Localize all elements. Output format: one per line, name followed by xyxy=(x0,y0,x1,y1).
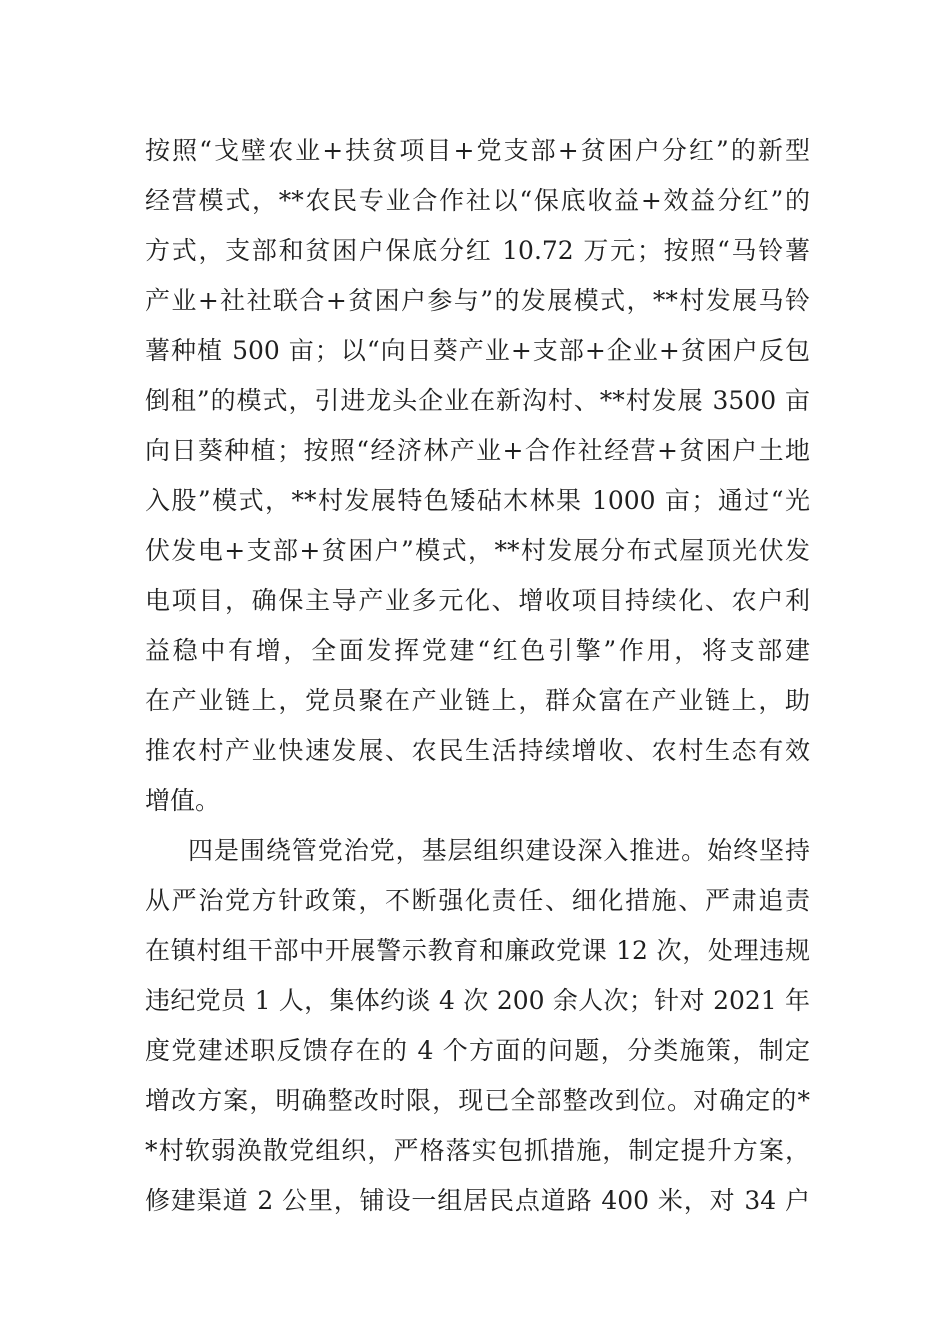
paragraph-line: 入股”模式，**村发展特色矮砧木林果 1000 亩；通过“光 xyxy=(145,486,810,515)
paragraph-line: 倒租”的模式，引进龙头企业在新沟村、**村发展 3500 亩 xyxy=(145,386,810,415)
paragraph-line: 益稳中有增，全面发挥党建“红色引擎”作用，将支部建 xyxy=(145,636,810,665)
paragraph-line: 产业+社社联合+贫困户参与”的发展模式，**村发展马铃 xyxy=(145,286,810,315)
paragraph-line: 推农村产业快速发展、农民生活持续增收、农村生态有效 xyxy=(145,736,810,765)
paragraph-line: 方式，支部和贫困户保底分红 10.72 万元；按照“马铃薯 xyxy=(145,236,810,265)
paragraph-line: *村软弱涣散党组织，严格落实包抓措施，制定提升方案， xyxy=(145,1136,810,1165)
paragraph-line: 违纪党员 1 人，集体约谈 4 次 200 余人次；针对 2021 年 xyxy=(145,986,810,1015)
paragraph-line: 薯种植 500 亩；以“向日葵产业+支部+企业+贫困户反包 xyxy=(145,336,810,365)
paragraph-line: 修建渠道 2 公里，铺设一组居民点道路 400 米，对 34 户 xyxy=(145,1186,810,1215)
paragraph-line: 伏发电+支部+贫困户”模式，**村发展分布式屋顶光伏发 xyxy=(145,536,810,565)
paragraph-line: 电项目，确保主导产业多元化、增收项目持续化、农户利 xyxy=(145,586,810,615)
paragraph-line: 向日葵种植；按照“经济林产业+合作社经营+贫困户土地 xyxy=(145,436,810,465)
paragraph-line: 增改方案，明确整改时限，现已全部整改到位。对确定的* xyxy=(145,1086,810,1115)
paragraph-line: 在产业链上，党员聚在产业链上，群众富在产业链上，助 xyxy=(145,686,810,715)
paragraph-line: 经营模式，**农民专业合作社以“保底收益+效益分红”的 xyxy=(145,186,810,215)
paragraph-line: 四是围绕管党治党，基层组织建设深入推进。始终坚持 xyxy=(188,836,810,865)
paragraph-line: 增值。 xyxy=(145,786,221,815)
paragraph-line: 按照“戈壁农业+扶贫项目+党支部+贫困户分红”的新型 xyxy=(145,136,810,165)
paragraph-line: 在镇村组干部中开展警示教育和廉政党课 12 次，处理违规 xyxy=(145,936,810,965)
paragraph-line: 度党建述职反馈存在的 4 个方面的问题，分类施策，制定 xyxy=(145,1036,810,1065)
paragraph-line: 从严治党方针政策，不断强化责任、细化措施、严肃追责 xyxy=(145,886,810,915)
